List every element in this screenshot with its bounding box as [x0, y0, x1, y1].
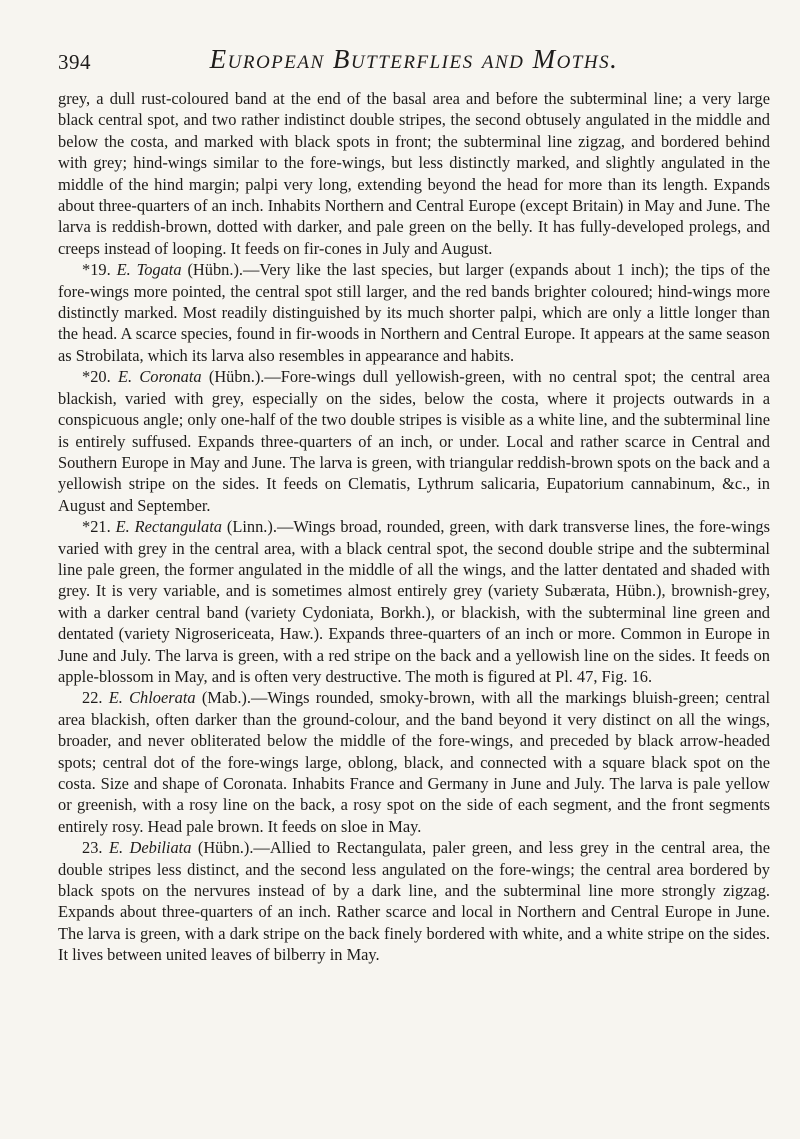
- body-text: [58, 88, 770, 966]
- species-name: E. Debiliata: [108, 838, 192, 858]
- species-entry: [58, 366, 770, 516]
- species-name: E. Coronata: [117, 367, 202, 387]
- paragraph-continued: [58, 88, 770, 259]
- species-number: *20.: [82, 367, 111, 387]
- species-entry: [58, 259, 770, 366]
- species-number: 23.: [82, 838, 103, 858]
- species-number: 22.: [82, 688, 103, 708]
- species-entry: [58, 687, 770, 837]
- species-description: (Hübn.).—Allied to Rectangulata, paler green, and less grey in the central area, the double stripes less distinct, and the second less angulated on the fore-wings; the central area bordered by black spots on the nervures instead of by a dark line, and the subterminal line more strongly zigzag. Expands about three-quarters of an inch. Rather scarce and local in Northern and Central Europe in June. The larva is green, with a dark stripe on the back finely bordered with white, and a white stripe on the sides. It lives between united leaves of bilberry in May.: [58, 838, 770, 965]
- species-entry: [58, 516, 770, 687]
- species-entry: [58, 837, 770, 965]
- running-title: European Butterflies and Moths.: [209, 44, 619, 74]
- species-number: *21.: [82, 517, 111, 537]
- species-description: (Hübn.).—Very like the last species, but larger (expands about 1 inch); the tips of the fore-wings more pointed, the central spot still larger, and the red bands brighter coloured; hind-wings more distinctly marked. Most readily distinguished by its much shorter palpi, which are only a little longer than the head. A scarce species, found in fir-woods in Northern and Central Europe. It appears at the same season as Strobilata, which its larva also resembles in appearance and habits.: [58, 260, 770, 365]
- species-name: E. Togata: [116, 260, 182, 280]
- page-header: [58, 44, 770, 84]
- species-description: (Linn.).—Wings broad, rounded, green, with dark transverse lines, the fore-wings varied with grey in the central area, with a black central spot, the second double stripe and the subterminal line pale green, the former angulated in the middle of all the wings, and the latter dentated and shaded with grey. It is very variable, and is sometimes almost entirely grey (variety Subærata, Hübn.), brownish-grey, with a darker central band (variety Cydoniata, Borkh.), or blackish, with the subterminal line green and dentated (variety Nigrosericeata, Haw.). Expands three-quarters of an inch or more. Common in Europe in June and July. The larva is green, with a red stripe on the back and a yellowish line on the sides. It feeds on apple-blossom in May, and is often very destructive. The moth is figured at Pl. 47, Fig. 16.: [58, 517, 770, 686]
- species-name: E. Chloerata: [108, 688, 196, 708]
- paragraph-text: grey, a dull rust-coloured band at the end of the basal area and before the subterminal line; a very large black central spot, and two rather indistinct double stripes, the second obtusely angulated in the middle and below the costa, and marked with black spots in front; the subterminal line zigzag, and bordered behind with grey; hind-wings similar to the fore-wings, but less distinctly marked, and slightly angulated in the middle of the hind margin; palpi very long, extending beyond the head for more than its length. Expands about three-quarters of an inch. Inhabits Northern and Central Europe (except Britain) in May and June. The larva is reddish-brown, dotted with darker, and pale green on the belly. It has fully-developed prolegs, and creeps instead of looping. It feeds on fir-cones in July and August.: [58, 89, 770, 258]
- species-number: *19.: [82, 260, 111, 280]
- species-description: (Mab.).—Wings rounded, smoky-brown, with all the markings bluish-green; central area blackish, often darker than the ground-colour, and the band beyond it very distinct on all the wings, broader, and never obliterated below the middle of the fore-wings, and preceded by black arrow-headed spots; central dot of the fore-wings large, oblong, black, and connected with a square black spot on the costa. Size and shape of Coronata. Inhabits France and Germany in June and July. The larva is pale yellow or greenish, with a rosy line on the back, a rosy spot on the side of each segment, and the front segments entirely rosy. Head pale brown. It feeds on sloe in May.: [58, 688, 770, 836]
- species-name: E. Rectangulata: [115, 517, 222, 537]
- page-number: 394: [58, 50, 91, 74]
- species-description: (Hübn.).—Fore-wings dull yellowish-green, with no central spot; the central area blackish, varied with grey, especially on the sides, below the costa, where it projects outwards in a conspicuous angle; only one-half of the two double stripes is visible as a white line, and the subterminal line is entirely suffused. Expands three-quarters of an inch, or under. Local and rather scarce in Central and Southern Europe in May and June. The larva is green, with triangular reddish-brown spots on the back and a yellowish stripe on the sides. It feeds on Clematis, Lythrum salicaria, Eupatorium cannabinum, &c., in August and September.: [58, 367, 770, 515]
